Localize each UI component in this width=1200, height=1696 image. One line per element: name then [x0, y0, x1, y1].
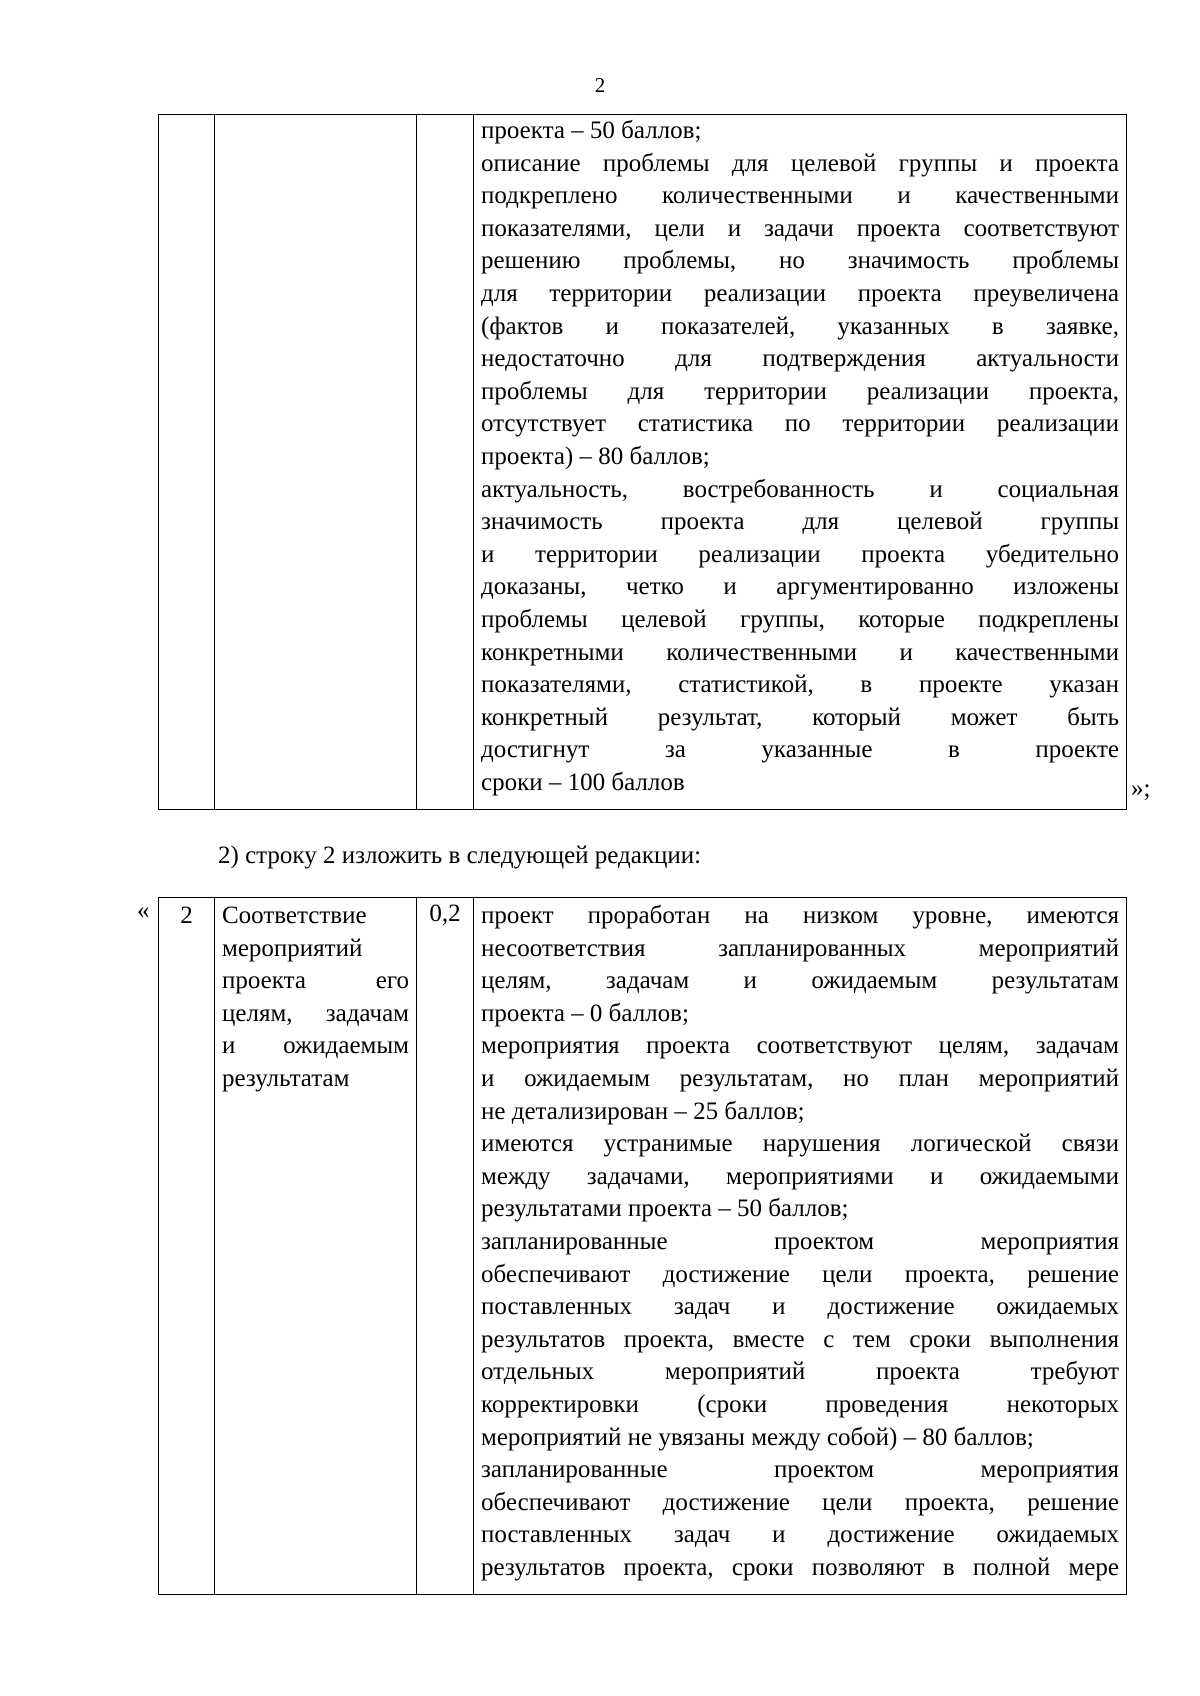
text-line: и ожидаемым результатам, но план мероприятий — [481, 1064, 1119, 1092]
text-line: корректировки (сроки проведения некоторых — [481, 1390, 1119, 1418]
text-line: поставленных задач и достижение ожидаемых — [481, 1293, 1119, 1321]
text-line: подкреплено количественными и качественными — [481, 182, 1119, 210]
text-line: значимость проекта для целевой группы — [481, 508, 1119, 536]
text-line: результатов проекта, вместе с тем сроки выполнения — [481, 1325, 1119, 1353]
text-line: результатами проекта – 50 баллов; — [481, 1195, 849, 1223]
text-line: между задачами, мероприятиями и ожидаемыми — [481, 1162, 1119, 1190]
text-line: не детализирован – 25 баллов; — [481, 1097, 805, 1125]
text-line: (фактов и показателей, указанных в заявке, — [481, 312, 1119, 340]
text-line: запланированные проектом мероприятия — [481, 1227, 1119, 1255]
text-line: проекта – 0 баллов; — [481, 999, 689, 1027]
text-line: результатам — [222, 1064, 350, 1092]
text-line: целям, задачам и ожидаемым результатам — [481, 967, 1119, 995]
text-line: для территории реализации проекта преувеличена — [481, 279, 1119, 307]
text-line: проблемы для территории реализации проекта, — [481, 377, 1119, 405]
text-line: конкретный результат, который может быть — [481, 703, 1119, 731]
criteria-table-continued — [158, 114, 1127, 810]
text-line: проекта его — [222, 967, 409, 995]
text-line: целям, задачам — [222, 999, 409, 1027]
text-line: обеспечивают достижение цели проекта, решение — [481, 1488, 1119, 1516]
text-line: несоответствия запланированных мероприятий — [481, 934, 1119, 962]
weight-cell — [417, 115, 474, 810]
text-line: решению проблемы, но значимость проблемы — [481, 247, 1119, 275]
text-line: имеются устранимые нарушения логической связи — [481, 1130, 1119, 1158]
text-line: отдельных мероприятий проекта требуют — [481, 1358, 1119, 1386]
text-line: и территории реализации проекта убедительно — [481, 540, 1119, 568]
table-row — [159, 115, 1127, 810]
scoring-criteria-cell — [474, 115, 1127, 810]
text-line: проблемы целевой группы, которые подкреплены — [481, 605, 1119, 633]
text-line: конкретными количественными и качественными — [481, 638, 1119, 666]
text-line: доказаны, четко и аргументированно изложены — [481, 573, 1119, 601]
text-line: достигнут за указанные в проекте — [481, 736, 1119, 764]
criterion-cell — [215, 898, 417, 1595]
text-line: проект проработан на низком уровне, имеются — [481, 902, 1119, 929]
text-line: результатов проекта, сроки позволяют в полной мере — [481, 1553, 1119, 1581]
amendment-paragraph: 2) строку 2 изложить в следующей редакции: — [218, 842, 702, 869]
row-number-cell — [159, 115, 215, 810]
weight-cell: 0,2 — [417, 898, 474, 1595]
closing-quote: »; — [1131, 775, 1151, 802]
row-number-cell: 2 — [159, 898, 215, 1595]
table-row — [159, 898, 1127, 1595]
criteria-table-row-2 — [158, 897, 1127, 1595]
text-line: недостаточно для подтверждения актуальности — [481, 345, 1119, 373]
text-line: запланированные проектом мероприятия — [481, 1456, 1119, 1484]
text-line: проекта) – 80 баллов; — [481, 442, 710, 470]
page-number: 2 — [594, 73, 606, 97]
text-line: сроки – 100 баллов — [481, 768, 685, 796]
text-line: мероприятий не увязаны между собой) – 80 баллов; — [481, 1423, 1034, 1451]
text-line: показателями, цели и задачи проекта соответствуют — [481, 214, 1119, 242]
text-line: обеспечивают достижение цели проекта, решение — [481, 1260, 1119, 1288]
text-line: поставленных задач и достижение ожидаемых — [481, 1521, 1119, 1549]
text-line: мероприятий — [222, 934, 363, 962]
opening-quote: « — [137, 897, 150, 924]
text-line: мероприятия проекта соответствуют целям, задачам — [481, 1032, 1119, 1060]
text-line: и ожидаемым — [222, 1032, 409, 1060]
text-line: актуальность, востребованность и социальная — [481, 475, 1119, 503]
text-line: проекта – 50 баллов; — [481, 117, 702, 144]
text-line: Соответствие — [222, 902, 367, 929]
text-line: показателями, статистикой, в проекте указан — [481, 671, 1119, 699]
text-line: отсутствует статистика по территории реализации — [481, 410, 1119, 438]
criterion-cell — [215, 115, 417, 810]
scoring-criteria-cell — [474, 898, 1127, 1595]
text-line: описание проблемы для целевой группы и проекта — [481, 149, 1119, 177]
